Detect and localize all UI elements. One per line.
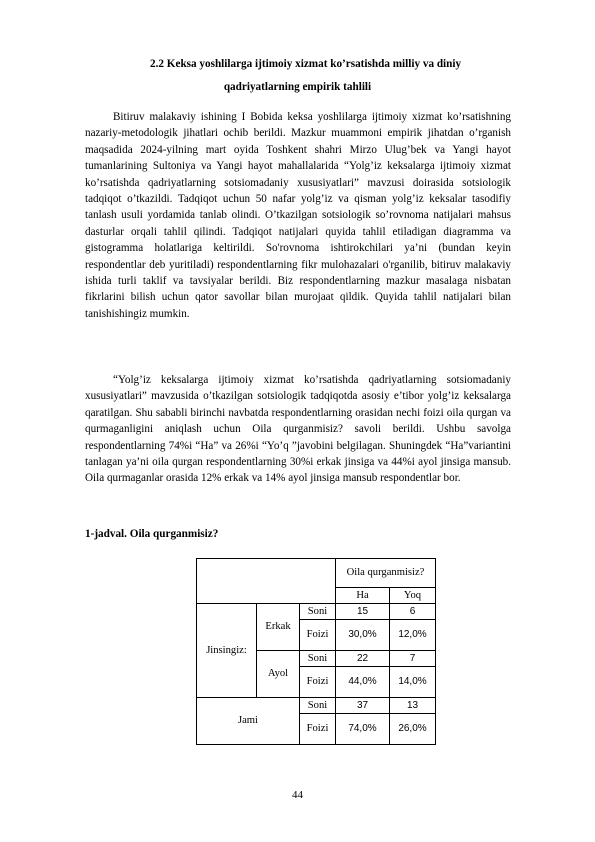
female-label-cell: Ayol xyxy=(257,651,300,698)
count-label-cell: Soni xyxy=(300,651,336,667)
total-pct-no: 26,0% xyxy=(390,714,436,745)
paragraph-1: Bitiruv malakaviy ishining I Bobida keksa yoshlilarga ijtimoiy xizmat ko’rsatishning nazariy-metodologik jihatlari ochib berildi. Mazkur muammoni empirik jihatdan o’rganish maqsadida 2024-yilning mart oyida Toshkent shahri Mirzo Ulug’bek va Yangi hayot tumanlarining Sultoniya va Yangi hayot mahallalarida “Yolg’iz keksalarga ijtimoiy xizmat ko’rsatishda qadriyatlarning sotsiomadaniy xususiyatlari” mavzusi doirasida sotsiologik tadqiqot o’tkazildi. Tadqiqot uchun 50 nafar yolg’iz va qisman yolg’iz keksalar tasodifiy tanlash usuli yordamida tanlab olindi. O’tkazilgan sotsiologik so’rovnoma natijalari mahsus dasturlar orqali tahlil qilindi. Tadqiqot natijalari quyida tahlil etiladigan diagramma va gistogramma holatlariga keltirildi. So'rovnoma ishtirokchilari ya’ni (bundan keyin respondentlar deb yuritiladi) respondentlarning fikr mulohazalari o'rganilib, bitiruv malakaviy ishida turli taklif va tavsiyalar berildi. Biz respondentlarning mazkur masalaga nisbatan fikrlarini bilish uchun qator savollar bilan murojaat qildik. Quyida tahlil natijalari bilan tanishishingiz mumkin. xyxy=(85,111,511,320)
section-heading-line-1: 2.2 Keksa yoshlilarga ijtimoiy xizmat ko’rsatishda milliy va diniy xyxy=(150,58,462,70)
male-label-cell: Erkak xyxy=(257,604,300,651)
percent-label-cell: Foizi xyxy=(300,620,336,651)
table-row xyxy=(197,698,436,714)
header-no: Yoq xyxy=(390,588,436,604)
table-corner-cell xyxy=(197,559,336,604)
count-label-cell: Soni xyxy=(300,604,336,620)
table-row xyxy=(197,604,436,620)
total-count-no: 13 xyxy=(390,698,436,714)
marriage-table xyxy=(196,558,436,745)
percent-label-cell: Foizi xyxy=(300,667,336,698)
male-count-no: 6 xyxy=(390,604,436,620)
male-pct-no: 12,0% xyxy=(390,620,436,651)
section-heading-line-2: qadriyatlarning empirik tahlili xyxy=(223,81,372,93)
count-label-cell: Soni xyxy=(300,698,336,714)
total-count-yes: 37 xyxy=(336,698,390,714)
table-title: 1-jadval. Oila qurganmisiz? xyxy=(85,528,219,540)
female-count-no: 7 xyxy=(390,651,436,667)
header-group-cell: Oila qurganmisiz? xyxy=(336,559,436,588)
percent-label-cell: Foizi xyxy=(300,714,336,745)
female-pct-yes: 44,0% xyxy=(336,667,390,698)
gender-label-cell: Jinsingiz: xyxy=(197,604,257,698)
total-pct-yes: 74,0% xyxy=(336,714,390,745)
male-pct-yes: 30,0% xyxy=(336,620,390,651)
male-count-yes: 15 xyxy=(336,604,390,620)
header-yes: Ha xyxy=(336,588,390,604)
total-label-cell: Jami xyxy=(197,698,300,745)
page-number: 44 xyxy=(292,789,303,801)
female-pct-no: 14,0% xyxy=(390,667,436,698)
table-header-row xyxy=(197,559,436,588)
female-count-yes: 22 xyxy=(336,651,390,667)
paragraph-2: “Yolg’iz keksalarga ijtimoiy xizmat ko’rsatishda qadriyatlarning sotsiomadaniy xususiyatlari” mavzusida o’tkazilgan sotsiologik tadqiqotda asosiy e’tibor yolg’iz keksalarga qaratilgan. Shu sababli birinchi navbatda respondentlarning orasidan nechi foizi oila qurgan va qurmaganligini aniqlash uchun Oila qurganmisiz? savoli berildi. Ushbu savolga respondentlarning 74%i “Ha” va 26%i “Yo’q ”javobini belgilagan. Shuningdek “Ha”variantini tanlagan ya’ni oila qurgan respondentlarning 30%i erkak jinsiga va 44%i ayol jinsiga mansub. Oila qurmaganlar orasida 12% erkak va 14% ayol jinsiga mansub respondentlar bor. xyxy=(85,374,511,485)
